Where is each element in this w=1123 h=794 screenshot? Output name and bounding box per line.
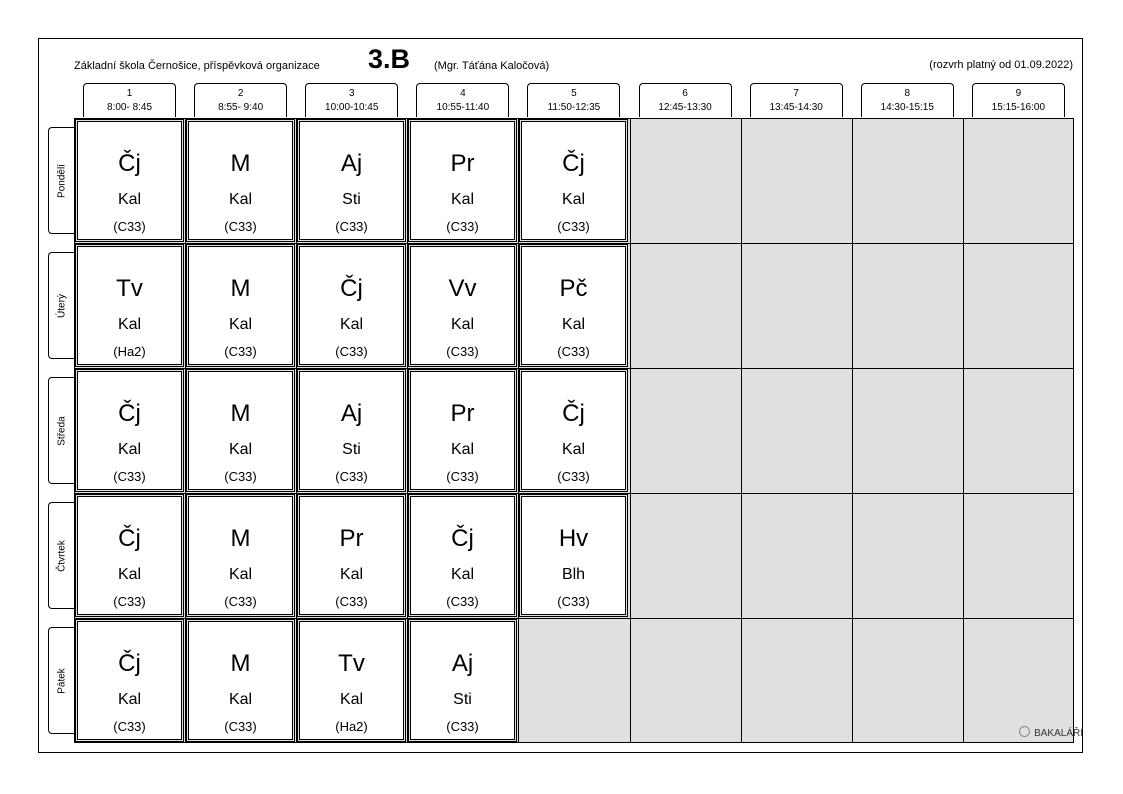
- brand-text: BAKALÁŘI: [1034, 728, 1083, 739]
- lesson-teacher: Kal: [228, 191, 253, 208]
- day-header: [48, 377, 74, 484]
- lesson-teacher: Sti: [342, 441, 361, 458]
- period-header: [972, 83, 1065, 117]
- lesson-cell[interactable]: [299, 621, 404, 740]
- lesson-teacher: Kal: [561, 441, 586, 458]
- lesson-subject: Aj: [340, 150, 363, 177]
- lesson-room: (C33): [446, 344, 479, 359]
- period-number: 8: [904, 88, 911, 99]
- lesson-subject: M: [230, 150, 251, 177]
- column-divider: [963, 118, 964, 743]
- lesson-subject: Hv: [558, 525, 589, 552]
- period-header: [861, 83, 954, 117]
- period-number: 3: [348, 88, 355, 99]
- day-header: [48, 627, 74, 734]
- lesson-teacher: Kal: [117, 316, 142, 333]
- lesson-teacher: Kal: [117, 441, 142, 458]
- lesson-subject: Čj: [118, 525, 141, 552]
- lesson-cell[interactable]: [188, 121, 293, 240]
- column-divider: [518, 118, 519, 743]
- day-header: [48, 502, 74, 609]
- period-number: 7: [793, 88, 799, 99]
- lesson-teacher: Kal: [228, 316, 253, 333]
- day-name: Středa: [56, 415, 67, 446]
- lesson-room: (Ha2): [113, 344, 146, 359]
- lesson-cell[interactable]: [188, 496, 293, 615]
- column-divider: [741, 118, 742, 743]
- lesson-cell[interactable]: [77, 496, 182, 615]
- lesson-teacher: Kal: [339, 566, 364, 583]
- period-header: [639, 83, 732, 117]
- lesson-cell[interactable]: [77, 121, 182, 240]
- lesson-room: (C33): [224, 719, 257, 734]
- lesson-cell[interactable]: [299, 121, 404, 240]
- lesson-subject: M: [230, 275, 251, 302]
- lesson-subject: Čj: [118, 650, 141, 677]
- class-name: 3.B: [368, 44, 411, 74]
- lesson-cell[interactable]: [77, 371, 182, 490]
- period-number: 4: [460, 88, 466, 99]
- day-name: Úterý: [56, 293, 67, 318]
- lesson-subject: Tv: [116, 275, 143, 302]
- lesson-cell[interactable]: [299, 371, 404, 490]
- lesson-room: (C33): [557, 344, 590, 359]
- lesson-subject: Tv: [338, 650, 365, 677]
- lesson-subject: Pr: [339, 525, 364, 552]
- lesson-teacher: Kal: [117, 566, 142, 583]
- lesson-teacher: Kal: [117, 691, 142, 708]
- lesson-cell[interactable]: [410, 246, 515, 365]
- lesson-cell[interactable]: [410, 371, 515, 490]
- lesson-teacher: Sti: [342, 191, 361, 208]
- lesson-room: (C33): [557, 219, 590, 234]
- period-header: [750, 83, 843, 117]
- lesson-teacher: Kal: [228, 566, 253, 583]
- column-divider: [630, 118, 631, 743]
- period-time: 15:15-16:00: [991, 102, 1046, 113]
- lesson-room: (C33): [446, 219, 479, 234]
- lesson-subject: Pr: [450, 150, 475, 177]
- lesson-cell[interactable]: [410, 496, 515, 615]
- lesson-room: (C33): [224, 344, 257, 359]
- period-number: 6: [682, 88, 688, 99]
- lesson-cell[interactable]: [410, 621, 515, 740]
- period-number: 9: [1015, 88, 1022, 99]
- lesson-teacher: Blh: [561, 566, 586, 583]
- lesson-room: (C33): [446, 469, 479, 484]
- period-header: [194, 83, 287, 117]
- row-divider: [74, 493, 1074, 494]
- lesson-subject: M: [230, 650, 251, 677]
- lesson-subject: M: [230, 525, 251, 552]
- period-header: [527, 83, 620, 117]
- column-divider: [407, 118, 408, 743]
- lesson-cell[interactable]: [299, 496, 404, 615]
- period-header: [305, 83, 398, 117]
- school-name: Základní škola Černošice, příspěvková organizace: [74, 60, 320, 72]
- lesson-cell[interactable]: [521, 121, 626, 240]
- period-number: 2: [237, 88, 244, 99]
- lesson-room: (C33): [335, 219, 368, 234]
- day-header: [48, 252, 74, 359]
- lesson-teacher: Kal: [450, 191, 475, 208]
- period-header: [416, 83, 509, 117]
- lesson-room: (C33): [224, 219, 257, 234]
- lesson-teacher: Kal: [117, 191, 142, 208]
- period-time: 12:45-13:30: [658, 102, 712, 113]
- lesson-teacher: Kal: [450, 316, 475, 333]
- lesson-subject: Čj: [562, 150, 585, 177]
- column-divider: [185, 118, 186, 743]
- day-name: Pondělí: [56, 163, 67, 198]
- lesson-room: (C33): [224, 594, 257, 609]
- period-number: 1: [126, 88, 133, 99]
- lesson-subject: Čj: [451, 525, 474, 552]
- lesson-subject: Čj: [118, 150, 141, 177]
- lesson-cell[interactable]: [188, 371, 293, 490]
- period-time: 14:30-15:15: [880, 102, 934, 113]
- validity-note: (rozvrh platný od 01.09.2022): [929, 59, 1073, 71]
- lesson-teacher: Kal: [228, 691, 253, 708]
- lesson-subject: Čj: [340, 275, 363, 302]
- period-header: [83, 83, 176, 117]
- row-divider: [74, 368, 1074, 369]
- lesson-cell[interactable]: [521, 246, 626, 365]
- period-number: 5: [571, 88, 577, 99]
- lesson-cell[interactable]: [188, 246, 293, 365]
- lesson-room: (C33): [557, 469, 590, 484]
- period-time: 8:55- 9:40: [218, 102, 264, 113]
- day-name: Čtvrtek: [56, 539, 67, 572]
- lesson-room: (C33): [335, 344, 368, 359]
- lesson-subject: Pr: [450, 400, 475, 427]
- lesson-subject: M: [230, 400, 251, 427]
- lesson-subject: Aj: [340, 400, 363, 427]
- lesson-room: (C33): [446, 719, 479, 734]
- lesson-cell[interactable]: [521, 371, 626, 490]
- lesson-subject: Čj: [562, 400, 585, 427]
- lesson-teacher: Kal: [339, 691, 364, 708]
- lesson-room: (C33): [224, 469, 257, 484]
- lesson-subject: Čj: [118, 400, 141, 427]
- lesson-teacher: Kal: [450, 441, 475, 458]
- lesson-subject: Pč: [559, 275, 588, 302]
- lesson-teacher: Kal: [561, 191, 586, 208]
- lesson-teacher: Sti: [453, 691, 472, 708]
- period-time: 11:50-12:35: [547, 102, 601, 113]
- lesson-cell[interactable]: [299, 246, 404, 365]
- period-time: 10:55-11:40: [436, 102, 490, 113]
- lesson-cell[interactable]: [77, 246, 182, 365]
- lesson-cell[interactable]: [521, 496, 626, 615]
- lesson-cell[interactable]: [77, 621, 182, 740]
- lesson-cell[interactable]: [410, 121, 515, 240]
- lesson-teacher: Kal: [561, 316, 586, 333]
- column-divider: [296, 118, 297, 743]
- lesson-room: (Ha2): [335, 719, 368, 734]
- lesson-room: (C33): [113, 719, 146, 734]
- bakalari-logo-icon: [1019, 726, 1030, 737]
- day-name: Pátek: [56, 667, 67, 694]
- lesson-room: (C33): [113, 594, 146, 609]
- row-divider: [74, 243, 1074, 244]
- lesson-cell[interactable]: [188, 621, 293, 740]
- lesson-room: (C33): [335, 594, 368, 609]
- column-divider: [852, 118, 853, 743]
- lesson-teacher: Kal: [339, 316, 364, 333]
- lesson-teacher: Kal: [450, 566, 475, 583]
- day-header: [48, 127, 74, 234]
- lesson-room: (C33): [335, 469, 368, 484]
- period-time: 10:00-10:45: [325, 102, 379, 113]
- lesson-room: (C33): [113, 219, 146, 234]
- class-teacher: (Mgr. Táťána Kaločová): [434, 60, 550, 72]
- lesson-subject: Vv: [448, 275, 477, 302]
- period-time: 8:00- 8:45: [107, 102, 153, 113]
- lesson-room: (C33): [446, 594, 479, 609]
- period-time: 13:45-14:30: [769, 102, 823, 113]
- lesson-teacher: Kal: [228, 441, 253, 458]
- bakalari-brand: [1019, 726, 1083, 739]
- row-divider: [74, 618, 1074, 619]
- lesson-subject: Aj: [451, 650, 474, 677]
- lesson-room: (C33): [557, 594, 590, 609]
- lesson-room: (C33): [113, 469, 146, 484]
